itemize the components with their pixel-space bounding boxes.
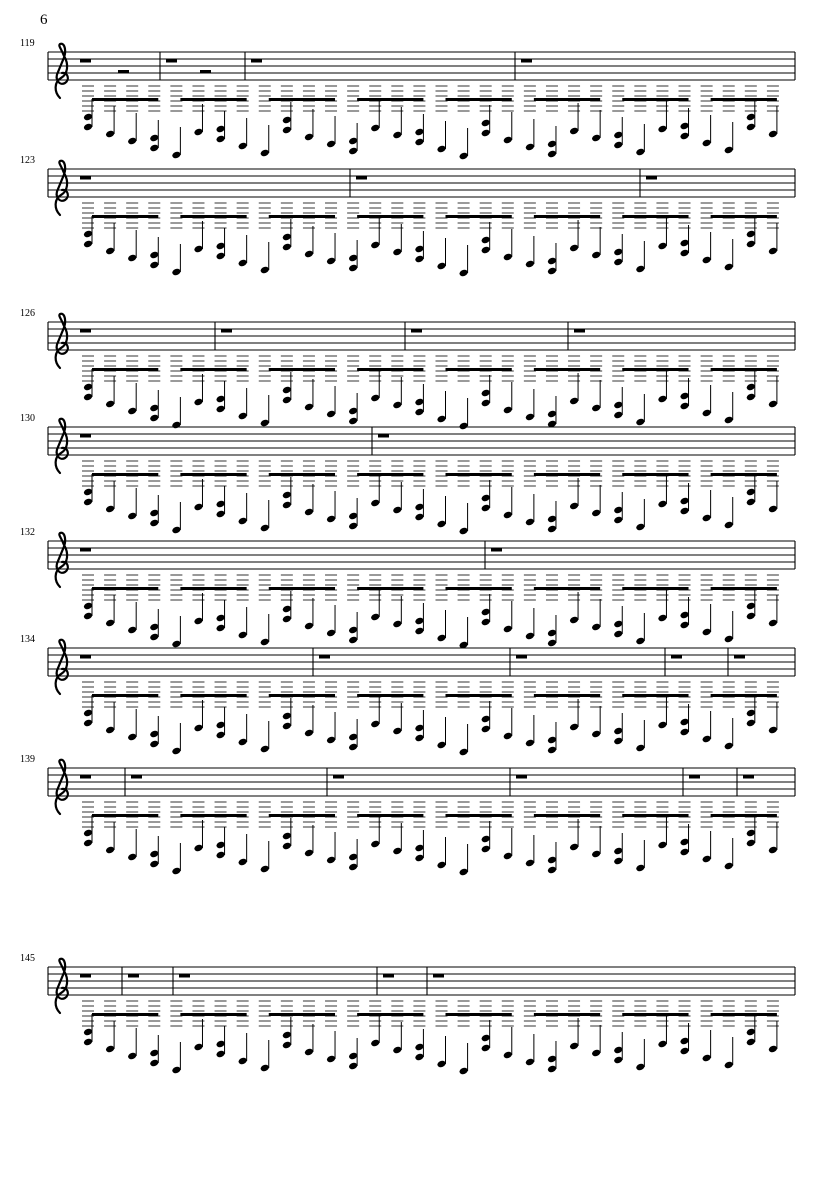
note-beam (622, 587, 688, 590)
note-beam (446, 694, 512, 697)
note-beam (357, 694, 423, 697)
note-beam (534, 814, 600, 817)
whole-rest (411, 329, 422, 333)
measure-number: 139 (20, 754, 35, 765)
whole-rest (333, 775, 344, 779)
note-beam (92, 98, 158, 101)
note-beam (711, 694, 777, 697)
whole-rest (383, 974, 394, 978)
whole-rest (80, 59, 91, 63)
note-beam (534, 215, 600, 218)
note-beam (446, 814, 512, 817)
whole-rest (516, 775, 527, 779)
whole-rest (80, 176, 91, 180)
note-beam (357, 814, 423, 817)
note-beam (357, 587, 423, 590)
note-beam (92, 473, 158, 476)
note-beam (180, 368, 246, 371)
note-beam (357, 473, 423, 476)
measure-number: 145 (20, 953, 35, 964)
whole-rest (743, 775, 754, 779)
whole-rest (671, 655, 682, 659)
note-beam (622, 814, 688, 817)
note-beam (446, 587, 512, 590)
note-beam (180, 215, 246, 218)
note-beam (269, 368, 335, 371)
whole-rest (356, 176, 367, 180)
note-beam (92, 587, 158, 590)
note-beam (180, 98, 246, 101)
note-beam (711, 587, 777, 590)
note-beam (180, 587, 246, 590)
note-beam (92, 1013, 158, 1016)
note-beam (534, 694, 600, 697)
note-beam (534, 368, 600, 371)
half-rest (118, 70, 129, 74)
note-beam (534, 98, 600, 101)
note-beam (622, 1013, 688, 1016)
note-beam (711, 814, 777, 817)
whole-rest (221, 329, 232, 333)
note-beam (269, 1013, 335, 1016)
whole-rest (80, 775, 91, 779)
whole-rest (689, 775, 700, 779)
note-beam (269, 473, 335, 476)
note-beam (357, 368, 423, 371)
note-beam (622, 98, 688, 101)
note-beam (711, 98, 777, 101)
whole-rest (516, 655, 527, 659)
note-beam (534, 1013, 600, 1016)
note-beam (269, 587, 335, 590)
note-beam (180, 473, 246, 476)
whole-rest (80, 974, 91, 978)
note-beam (622, 473, 688, 476)
note-beam (622, 368, 688, 371)
whole-rest (319, 655, 330, 659)
note-beam (446, 1013, 512, 1016)
whole-rest (734, 655, 745, 659)
note-beam (269, 215, 335, 218)
measure-number: 119 (20, 38, 35, 49)
note-beam (711, 368, 777, 371)
whole-rest (491, 548, 502, 552)
note-beam (711, 1013, 777, 1016)
measure-number: 130 (20, 413, 35, 424)
whole-rest (80, 329, 91, 333)
note-beam (446, 473, 512, 476)
whole-rest (574, 329, 585, 333)
whole-rest (433, 974, 444, 978)
note-beam (357, 215, 423, 218)
note-beam (180, 694, 246, 697)
measure-number: 132 (20, 527, 35, 538)
note-beam (711, 473, 777, 476)
note-beam (446, 215, 512, 218)
note-beam (534, 587, 600, 590)
whole-rest (521, 59, 532, 63)
measure-number: 123 (20, 155, 35, 166)
whole-rest (80, 434, 91, 438)
whole-rest (646, 176, 657, 180)
note-beam (622, 694, 688, 697)
note-beam (446, 368, 512, 371)
whole-rest (251, 59, 262, 63)
whole-rest (131, 775, 142, 779)
whole-rest (128, 974, 139, 978)
note-beam (269, 694, 335, 697)
note-beam (92, 814, 158, 817)
note-beam (711, 215, 777, 218)
whole-rest (80, 548, 91, 552)
note-beam (92, 368, 158, 371)
whole-rest (80, 655, 91, 659)
note-beam (92, 694, 158, 697)
measure-number: 134 (20, 634, 35, 645)
note-beam (534, 473, 600, 476)
note-beam (269, 814, 335, 817)
whole-rest (378, 434, 389, 438)
whole-rest (166, 59, 177, 63)
note-beam (357, 98, 423, 101)
note-beam (269, 98, 335, 101)
note-beam (92, 215, 158, 218)
note-beam (180, 814, 246, 817)
note-beam (180, 1013, 246, 1016)
page-number: 6 (40, 12, 48, 28)
half-rest (200, 70, 211, 74)
note-beam (446, 98, 512, 101)
measure-number: 126 (20, 308, 35, 319)
note-beam (357, 1013, 423, 1016)
whole-rest (179, 974, 190, 978)
note-beam (622, 215, 688, 218)
